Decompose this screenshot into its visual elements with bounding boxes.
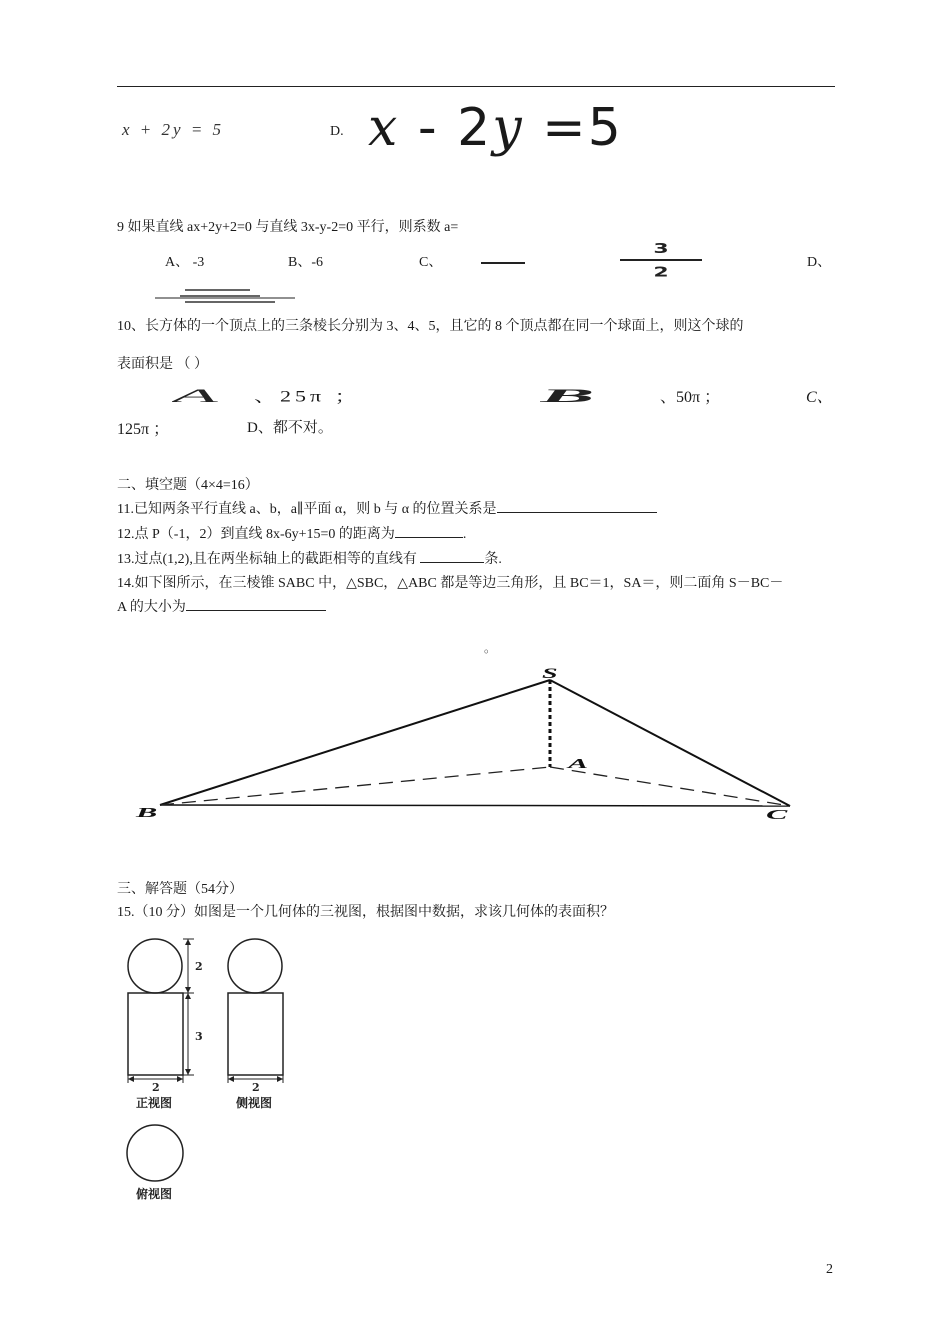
question-10-option-c: C、 bbox=[806, 389, 833, 406]
question-10-option-b-letter bbox=[540, 380, 630, 406]
top-view-caption: 俯视图 bbox=[136, 1187, 173, 1201]
option-b-letter-text: B bbox=[540, 385, 595, 406]
front-view-caption: 正视图 bbox=[136, 1096, 173, 1110]
question-9-option-d: D、 bbox=[807, 255, 832, 270]
side-view bbox=[228, 939, 283, 1110]
fraction-numerator: 3 bbox=[653, 241, 669, 257]
question-12: 12.点 P（-1，2）到直线 8x-6y+15=0 的距离为 . bbox=[117, 527, 467, 542]
top-view-circle bbox=[127, 1125, 183, 1181]
header-rule bbox=[117, 86, 835, 87]
side-view-sphere bbox=[228, 939, 282, 993]
question-9-text: 9 如果直线 ax+2y+2=0 与直线 3x-y-2=0 平行，则系数 a= bbox=[117, 220, 459, 235]
label-a: A bbox=[567, 756, 589, 772]
dim-label-body-height: 3 bbox=[195, 1030, 203, 1043]
section-3-title: 三、解答题（54分） bbox=[117, 882, 243, 897]
label-b: B bbox=[136, 805, 158, 821]
option-a-letter-text: A bbox=[172, 385, 218, 406]
question-9-option-a: A、 -3 bbox=[165, 255, 205, 270]
top-view bbox=[127, 1125, 183, 1201]
label-s: S bbox=[542, 664, 558, 682]
edge-sb bbox=[160, 680, 550, 805]
question-11: 11.已知两条平行直线 a、b，a∥平面 α，则 b 与 α 的位置关系是 bbox=[117, 498, 657, 518]
label-c: C bbox=[766, 807, 788, 823]
page-number: 2 bbox=[826, 1262, 833, 1277]
question-14-line-1: 14.如下图所示，在三棱锥 SABC 中，△SBC，△ABC 都是等边三角形，且 BC＝1，SA＝，则二面角 S－BC－ bbox=[117, 576, 784, 591]
fraction-3-over-2-graphic bbox=[620, 238, 702, 282]
side-view-caption: 侧视图 bbox=[236, 1096, 273, 1110]
question-9-garbled-fraction bbox=[620, 238, 702, 282]
question-10-option-a-letter bbox=[172, 380, 252, 406]
question-9-option-b: B、-6 bbox=[288, 255, 323, 270]
question-15: 15.（10 分）如图是一个几何体的三视图，根据图中数据，求该几何体的表面积？ bbox=[117, 905, 614, 920]
question-14-line-2: A 的大小为 bbox=[117, 596, 326, 616]
fraction-garbled-graphic bbox=[155, 287, 295, 307]
front-view-cylinder bbox=[128, 993, 183, 1075]
question-10-line-1: 10、长方体的一个顶点上的三条棱长分别为 3、4、5，且它的 8 个顶点都在同一个球面上，则这个球的 bbox=[117, 319, 744, 334]
side-view-cylinder bbox=[228, 993, 283, 1075]
question-10-option-a-value: 、25π ； bbox=[254, 387, 361, 405]
dim-label-side-width: 2 bbox=[252, 1081, 260, 1094]
fraction-denominator: 2 bbox=[653, 264, 669, 281]
question-13: 13.过点(1,2),且在两坐标轴上的截距相等的直线有 条. bbox=[117, 552, 502, 567]
question-10-option-d: D、都不对。 bbox=[247, 420, 333, 436]
section-2-title: 二、填空题（4×4=16） bbox=[117, 478, 259, 493]
front-view bbox=[128, 939, 203, 1110]
option-c-equation: x + 2y = 5 bbox=[122, 120, 225, 139]
dim-label-top-height: 2 bbox=[195, 960, 203, 973]
question-10-line-2: 表面积是 （ ） bbox=[117, 357, 208, 372]
pyramid-sabc-figure bbox=[130, 636, 840, 826]
question-10-option-c-value: 125π ； bbox=[117, 421, 170, 438]
option-d-label: D. bbox=[330, 124, 344, 139]
front-view-sphere bbox=[128, 939, 182, 993]
figure-dot: 。 bbox=[484, 641, 497, 655]
question-9-option-c: C、 bbox=[419, 255, 443, 270]
question-9-option-c-fraction-bar bbox=[481, 262, 525, 264]
dim-label-front-width: 2 bbox=[152, 1081, 160, 1094]
question-10-option-b-value: 、50π ； bbox=[660, 389, 721, 406]
question-9-option-d-garbled-fraction bbox=[155, 287, 295, 307]
edge-bc bbox=[160, 805, 790, 806]
option-d-equation: x - 2y =5 bbox=[368, 98, 623, 158]
three-views-figure bbox=[118, 932, 308, 1204]
